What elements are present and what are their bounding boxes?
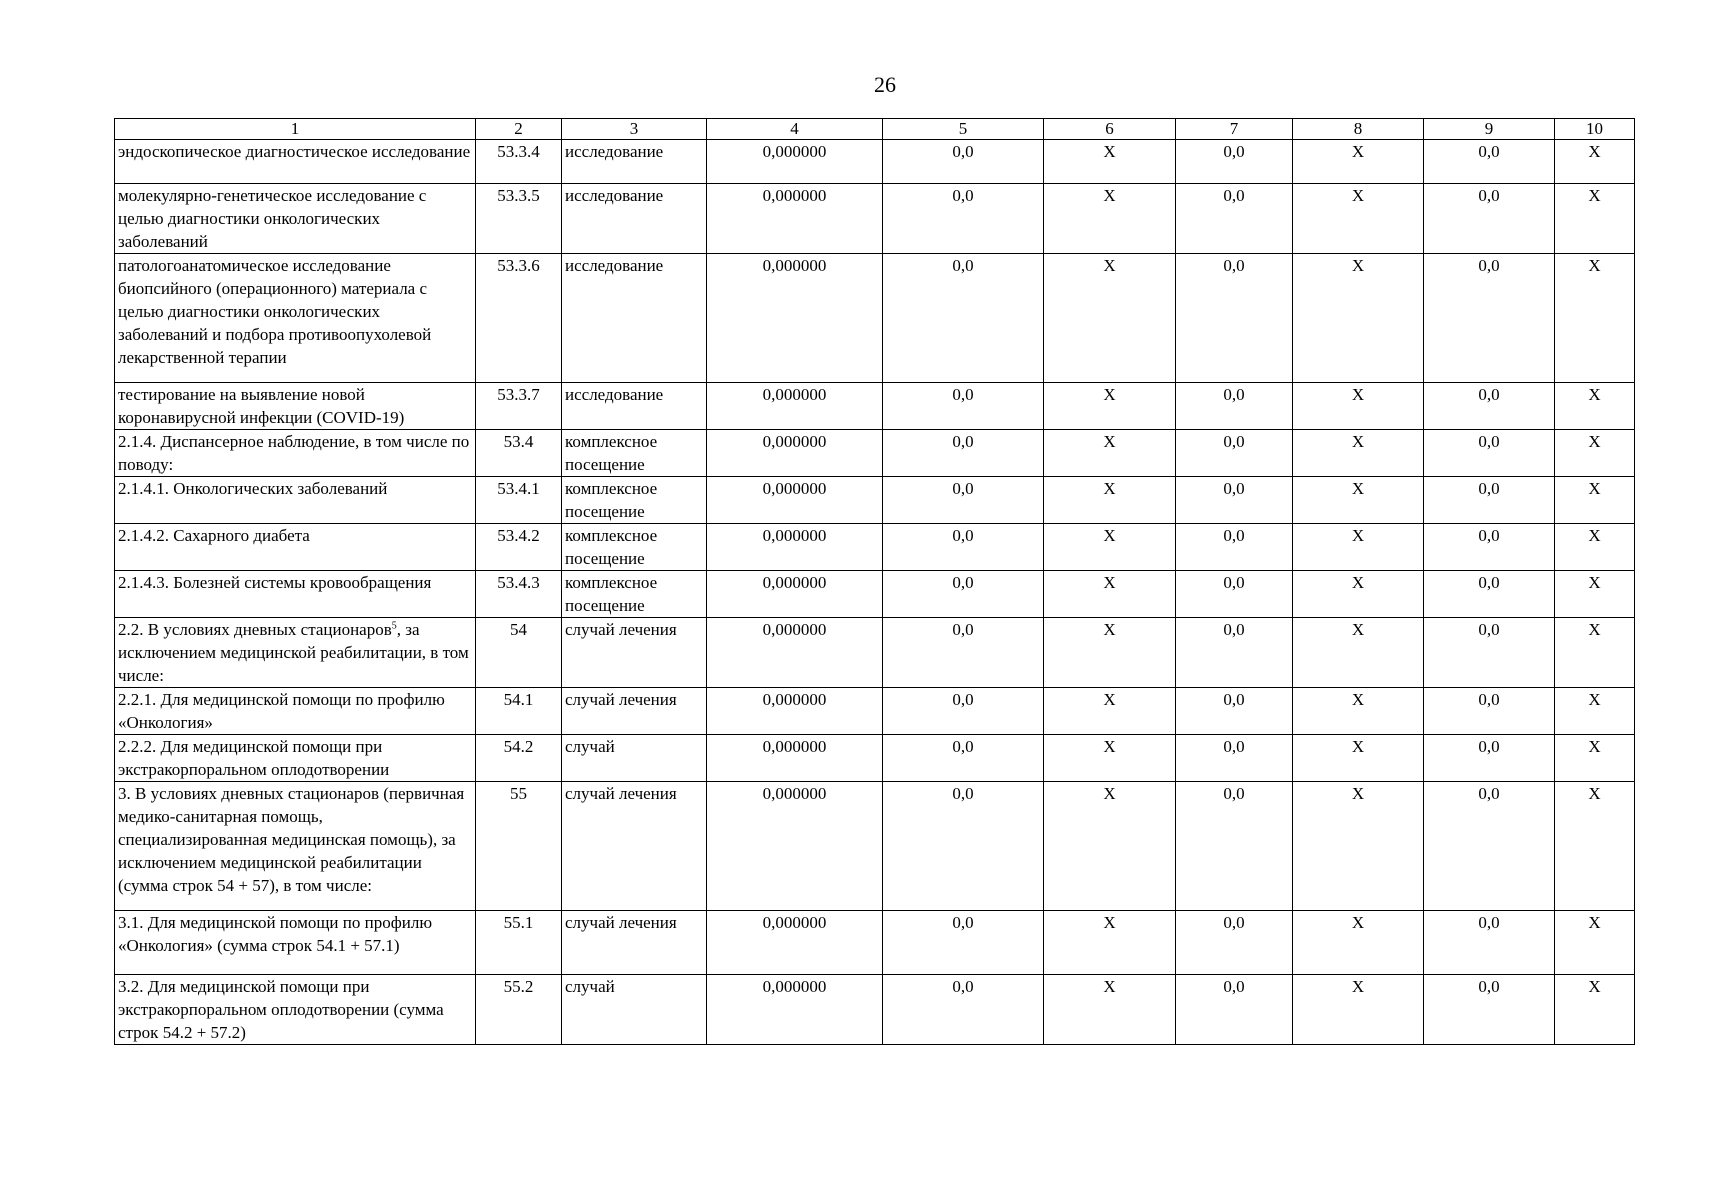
- row-col6-cell: Х: [1044, 254, 1176, 383]
- row-code-cell: 53.3.6: [476, 254, 562, 383]
- row-unit-cell: исследование: [562, 184, 707, 254]
- table-row: [115, 735, 1635, 782]
- row-code-cell: 53.3.4: [476, 140, 562, 184]
- row-col5-cell: 0,0: [883, 688, 1044, 735]
- row-col6-cell: Х: [1044, 571, 1176, 618]
- row-unit-cell: комплексное посещение: [562, 477, 707, 524]
- row-col4-cell: 0,000000: [707, 782, 883, 911]
- row-col9-cell: 0,0: [1424, 140, 1555, 184]
- footnote-marker: 5: [391, 620, 397, 632]
- row-col6-cell: Х: [1044, 911, 1176, 975]
- row-col7-cell: 0,0: [1176, 383, 1293, 430]
- row-code-cell: 55: [476, 782, 562, 911]
- table-row: [115, 618, 1635, 688]
- row-col7-cell: 0,0: [1176, 618, 1293, 688]
- table-row: [115, 782, 1635, 911]
- row-col4-cell: 0,000000: [707, 911, 883, 975]
- row-col4-cell: 0,000000: [707, 383, 883, 430]
- table-row: [115, 911, 1635, 975]
- column-header: 5: [883, 119, 1044, 140]
- row-code-cell: 53.3.5: [476, 184, 562, 254]
- row-col5-cell: 0,0: [883, 524, 1044, 571]
- row-code-cell: 53.3.7: [476, 383, 562, 430]
- row-col7-cell: 0,0: [1176, 975, 1293, 1045]
- column-header: 7: [1176, 119, 1293, 140]
- table-row: [115, 524, 1635, 571]
- row-col6-cell: Х: [1044, 975, 1176, 1045]
- row-unit-cell: случай: [562, 735, 707, 782]
- row-col8-cell: Х: [1293, 524, 1424, 571]
- row-col10-cell: Х: [1555, 782, 1635, 911]
- row-unit-cell: комплексное посещение: [562, 524, 707, 571]
- column-header: 8: [1293, 119, 1424, 140]
- row-col6-cell: Х: [1044, 524, 1176, 571]
- row-col9-cell: 0,0: [1424, 184, 1555, 254]
- data-table: [114, 118, 1635, 1045]
- row-unit-cell: исследование: [562, 140, 707, 184]
- row-col7-cell: 0,0: [1176, 782, 1293, 911]
- row-unit-cell: случай лечения: [562, 782, 707, 911]
- row-unit-cell: случай лечения: [562, 911, 707, 975]
- table-row: [115, 184, 1635, 254]
- row-col7-cell: 0,0: [1176, 735, 1293, 782]
- row-col10-cell: Х: [1555, 975, 1635, 1045]
- table-header-row: [115, 119, 1635, 140]
- row-col4-cell: 0,000000: [707, 140, 883, 184]
- row-code-cell: 54: [476, 618, 562, 688]
- row-name-cell: 2.2.1. Для медицинской помощи по профилю «Онкология»: [115, 688, 476, 735]
- row-name-cell: 2.1.4.3. Болезней системы кровообращения: [115, 571, 476, 618]
- row-col9-cell: 0,0: [1424, 524, 1555, 571]
- row-col7-cell: 0,0: [1176, 140, 1293, 184]
- column-header: 3: [562, 119, 707, 140]
- row-unit-cell: комплексное посещение: [562, 571, 707, 618]
- row-col7-cell: 0,0: [1176, 911, 1293, 975]
- row-unit-cell: случай лечения: [562, 688, 707, 735]
- row-col6-cell: Х: [1044, 618, 1176, 688]
- column-header: 6: [1044, 119, 1176, 140]
- row-code-cell: 53.4.1: [476, 477, 562, 524]
- row-col10-cell: Х: [1555, 140, 1635, 184]
- row-col8-cell: Х: [1293, 184, 1424, 254]
- row-col10-cell: Х: [1555, 184, 1635, 254]
- row-col4-cell: 0,000000: [707, 477, 883, 524]
- column-header: 10: [1555, 119, 1635, 140]
- row-name-text: 2.2. В условиях дневных стационаров: [118, 620, 392, 639]
- row-code-cell: 55.1: [476, 911, 562, 975]
- row-unit-cell: исследование: [562, 254, 707, 383]
- row-col10-cell: Х: [1555, 735, 1635, 782]
- row-col5-cell: 0,0: [883, 735, 1044, 782]
- row-col7-cell: 0,0: [1176, 571, 1293, 618]
- row-col8-cell: Х: [1293, 430, 1424, 477]
- row-col5-cell: 0,0: [883, 975, 1044, 1045]
- column-header: 4: [707, 119, 883, 140]
- row-col8-cell: Х: [1293, 782, 1424, 911]
- row-col9-cell: 0,0: [1424, 735, 1555, 782]
- row-col10-cell: Х: [1555, 571, 1635, 618]
- row-col4-cell: 0,000000: [707, 254, 883, 383]
- row-col8-cell: Х: [1293, 975, 1424, 1045]
- row-code-cell: 53.4.2: [476, 524, 562, 571]
- row-name-cell: 2.1.4. Диспансерное наблюдение, в том числе по поводу:: [115, 430, 476, 477]
- row-code-cell: 55.2: [476, 975, 562, 1045]
- row-col5-cell: 0,0: [883, 140, 1044, 184]
- row-code-cell: 53.4: [476, 430, 562, 477]
- row-name-cell: 3. В условиях дневных стационаров (первичная медико-санитарная помощь, специализированная медицинская помощь), за исключением медицинской реабилитации (сумма строк 54 + 57), в том числе:: [115, 782, 476, 911]
- row-col8-cell: Х: [1293, 735, 1424, 782]
- row-unit-cell: исследование: [562, 383, 707, 430]
- row-col4-cell: 0,000000: [707, 618, 883, 688]
- row-col4-cell: 0,000000: [707, 184, 883, 254]
- table-row: [115, 254, 1635, 383]
- row-col4-cell: 0,000000: [707, 524, 883, 571]
- row-col5-cell: 0,0: [883, 254, 1044, 383]
- row-col4-cell: 0,000000: [707, 735, 883, 782]
- row-col5-cell: 0,0: [883, 383, 1044, 430]
- column-header: 2: [476, 119, 562, 140]
- row-col8-cell: Х: [1293, 911, 1424, 975]
- row-col9-cell: 0,0: [1424, 975, 1555, 1045]
- row-unit-cell: комплексное посещение: [562, 430, 707, 477]
- column-header: 1: [115, 119, 476, 140]
- row-name-cell: 3.1. Для медицинской помощи по профилю «Онкология» (сумма строк 54.1 + 57.1): [115, 911, 476, 975]
- row-col10-cell: Х: [1555, 524, 1635, 571]
- row-name-cell: [115, 618, 476, 688]
- row-col5-cell: 0,0: [883, 430, 1044, 477]
- row-col6-cell: Х: [1044, 140, 1176, 184]
- row-col8-cell: Х: [1293, 571, 1424, 618]
- row-col6-cell: Х: [1044, 383, 1176, 430]
- row-name-cell: 3.2. Для медицинской помощи при экстракорпоральном оплодотворении (сумма строк 54.2 + 57.2): [115, 975, 476, 1045]
- row-name-cell: 2.1.4.1. Онкологических заболеваний: [115, 477, 476, 524]
- row-code-cell: 53.4.3: [476, 571, 562, 618]
- row-col8-cell: Х: [1293, 140, 1424, 184]
- row-col5-cell: 0,0: [883, 618, 1044, 688]
- row-code-cell: 54.2: [476, 735, 562, 782]
- row-col10-cell: Х: [1555, 430, 1635, 477]
- row-col9-cell: 0,0: [1424, 254, 1555, 383]
- row-name-text-rest: , за исключением медицинской реабилитации, в том числе:: [118, 620, 469, 685]
- row-name-cell: 2.1.4.2. Сахарного диабета: [115, 524, 476, 571]
- table-row: [115, 477, 1635, 524]
- row-col10-cell: Х: [1555, 618, 1635, 688]
- row-col7-cell: 0,0: [1176, 254, 1293, 383]
- row-col8-cell: Х: [1293, 254, 1424, 383]
- row-col9-cell: 0,0: [1424, 571, 1555, 618]
- table-row: [115, 430, 1635, 477]
- row-col10-cell: Х: [1555, 254, 1635, 383]
- row-col9-cell: 0,0: [1424, 477, 1555, 524]
- row-col6-cell: Х: [1044, 735, 1176, 782]
- row-code-cell: 54.1: [476, 688, 562, 735]
- row-col6-cell: Х: [1044, 782, 1176, 911]
- row-col7-cell: 0,0: [1176, 184, 1293, 254]
- row-col10-cell: Х: [1555, 477, 1635, 524]
- row-col10-cell: Х: [1555, 688, 1635, 735]
- row-name-cell: 2.2.2. Для медицинской помощи при экстракорпоральном оплодотворении: [115, 735, 476, 782]
- row-name-cell: тестирование на выявление новой коронавирусной инфекции (COVID-19): [115, 383, 476, 430]
- table-row: [115, 140, 1635, 184]
- row-col9-cell: 0,0: [1424, 688, 1555, 735]
- row-name-cell: патологоанатомическое исследование биопсийного (операционного) материала с целью диагностики онкологических заболеваний и подбора противоопухолевой лекарственной терапии: [115, 254, 476, 383]
- row-col8-cell: Х: [1293, 383, 1424, 430]
- row-name-cell: эндоскопическое диагностическое исследование: [115, 140, 476, 184]
- row-col9-cell: 0,0: [1424, 383, 1555, 430]
- row-col8-cell: Х: [1293, 618, 1424, 688]
- row-col7-cell: 0,0: [1176, 477, 1293, 524]
- row-col9-cell: 0,0: [1424, 430, 1555, 477]
- row-col5-cell: 0,0: [883, 782, 1044, 911]
- column-header: 9: [1424, 119, 1555, 140]
- table-row: [115, 383, 1635, 430]
- row-col9-cell: 0,0: [1424, 911, 1555, 975]
- row-col4-cell: 0,000000: [707, 571, 883, 618]
- row-col6-cell: Х: [1044, 688, 1176, 735]
- row-col10-cell: Х: [1555, 911, 1635, 975]
- row-col10-cell: Х: [1555, 383, 1635, 430]
- row-unit-cell: случай: [562, 975, 707, 1045]
- row-col7-cell: 0,0: [1176, 430, 1293, 477]
- row-col5-cell: 0,0: [883, 571, 1044, 618]
- row-col8-cell: Х: [1293, 477, 1424, 524]
- row-col6-cell: Х: [1044, 430, 1176, 477]
- row-col6-cell: Х: [1044, 184, 1176, 254]
- table-row: [115, 571, 1635, 618]
- row-col5-cell: 0,0: [883, 911, 1044, 975]
- row-col4-cell: 0,000000: [707, 975, 883, 1045]
- row-col9-cell: 0,0: [1424, 782, 1555, 911]
- row-col7-cell: 0,0: [1176, 524, 1293, 571]
- row-col7-cell: 0,0: [1176, 688, 1293, 735]
- table-row: [115, 688, 1635, 735]
- row-col5-cell: 0,0: [883, 477, 1044, 524]
- row-col8-cell: Х: [1293, 688, 1424, 735]
- row-col6-cell: Х: [1044, 477, 1176, 524]
- page-number: 26: [874, 72, 896, 97]
- row-col4-cell: 0,000000: [707, 688, 883, 735]
- row-col4-cell: 0,000000: [707, 430, 883, 477]
- row-col5-cell: 0,0: [883, 184, 1044, 254]
- row-name-cell: молекулярно-генетическое исследование с целью диагностики онкологических заболеваний: [115, 184, 476, 254]
- table-row: [115, 975, 1635, 1045]
- row-unit-cell: случай лечения: [562, 618, 707, 688]
- row-col9-cell: 0,0: [1424, 618, 1555, 688]
